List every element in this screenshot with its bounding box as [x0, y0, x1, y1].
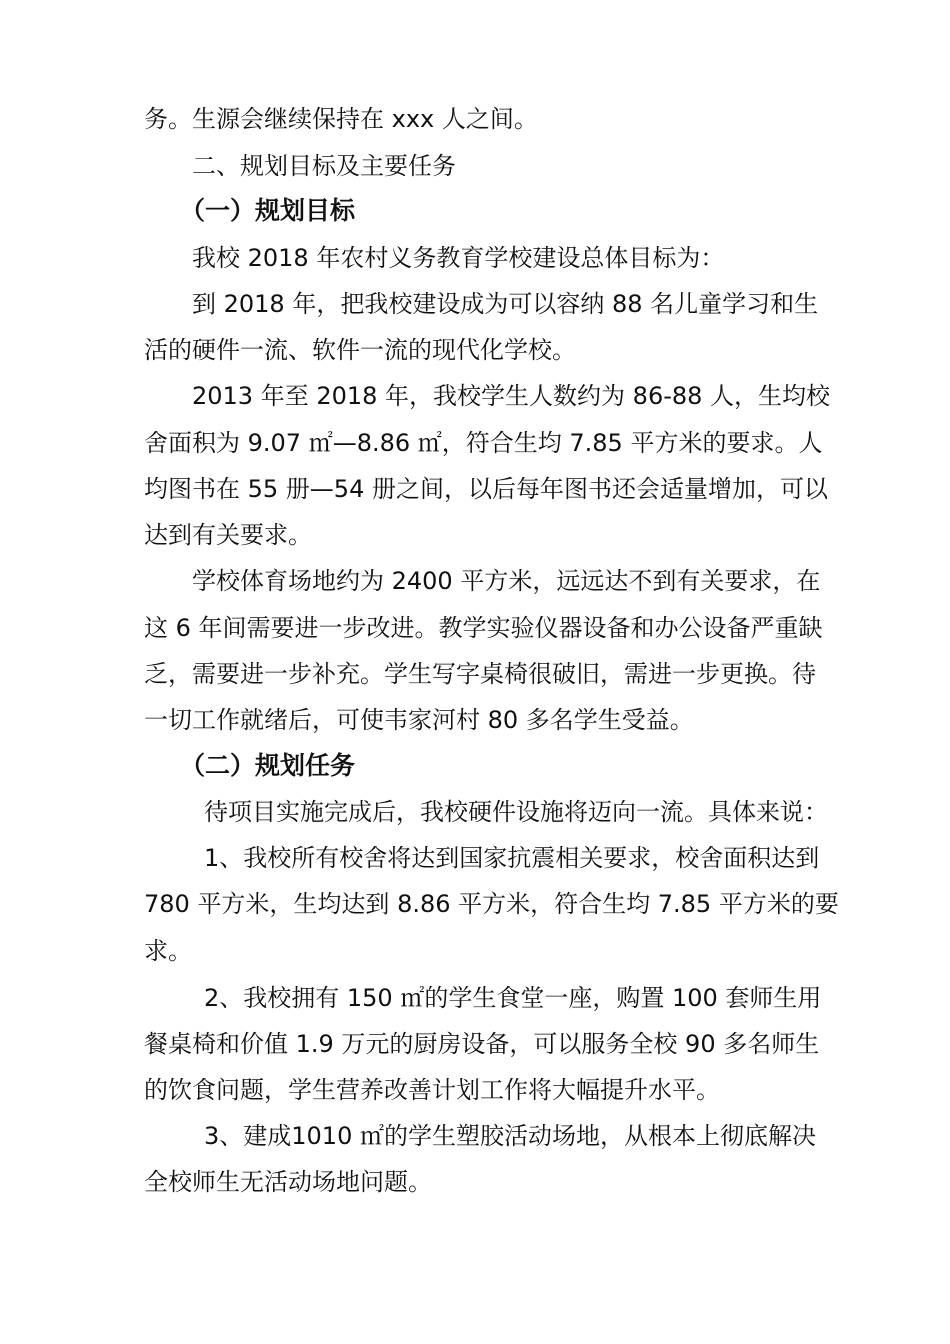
paragraph-line: 待项目实施完成后，我校硬件设施将迈向一流。具体来说： [204, 798, 828, 826]
subsection-heading: （二）规划任务 [180, 751, 356, 780]
list-item-line: 的饮食问题，学生营养改善计划工作将大幅提升水平。 [144, 1076, 720, 1104]
list-item-line: 2、我校拥有 150 ㎡的学生食堂一座，购置 100 套师生用 [204, 984, 822, 1012]
list-item-line: 求。 [144, 937, 192, 965]
paragraph-line: 一切工作就绪后，可使韦家河村 80 多名学生受益。 [144, 706, 694, 734]
list-item-line: 780 平方米，生均达到 8.86 平方米，符合生均 7.85 平方米的要 [144, 890, 839, 918]
paragraph-line: 这 6 年间需要进一步改进。教学实验仪器设备和办公设备严重缺 [144, 614, 823, 642]
paragraph-line: 活的硬件一流、软件一流的现代化学校。 [144, 336, 576, 364]
list-item-line: 全校师生无活动场地问题。 [144, 1168, 432, 1196]
paragraph-line: 舍面积为 9.07 ㎡—8.86 ㎡，符合生均 7.85 平方米的要求。人 [144, 429, 823, 457]
paragraph-line: 乏，需要进一步补充。学生写字桌椅很破旧，需进一步更换。待 [144, 660, 816, 688]
paragraph-line: 达到有关要求。 [144, 521, 312, 549]
list-item-line: 3、建成1010 ㎡的学生塑胶活动场地，从根本上彻底解决 [204, 1122, 816, 1150]
list-item-line: 1、我校所有校舍将达到国家抗震相关要求，校舍面积达到 [204, 844, 820, 872]
paragraph-line: 到 2018 年，把我校建设成为可以容纳 88 名儿童学习和生 [192, 290, 819, 318]
paragraph-line: 务。生源会继续保持在 xxx 人之间。 [144, 105, 538, 133]
section-heading: 二、规划目标及主要任务 [192, 152, 456, 180]
paragraph-line: 均图书在 55 册—54 册之间，以后每年图书还会适量增加，可以 [144, 475, 828, 503]
subsection-heading: （一）规划目标 [180, 196, 356, 225]
paragraph-line: 学校体育场地约为 2400 平方米，远远达不到有关要求，在 [192, 567, 821, 595]
list-item-line: 餐桌椅和价值 1.9 万元的厨房设备，可以服务全校 90 多名师生 [144, 1030, 820, 1058]
paragraph-line: 2013 年至 2018 年，我校学生人数约为 86-88 人，生均校 [192, 382, 831, 410]
paragraph-line: 我校 2018 年农村义务教育学校建设总体目标为： [192, 244, 725, 272]
